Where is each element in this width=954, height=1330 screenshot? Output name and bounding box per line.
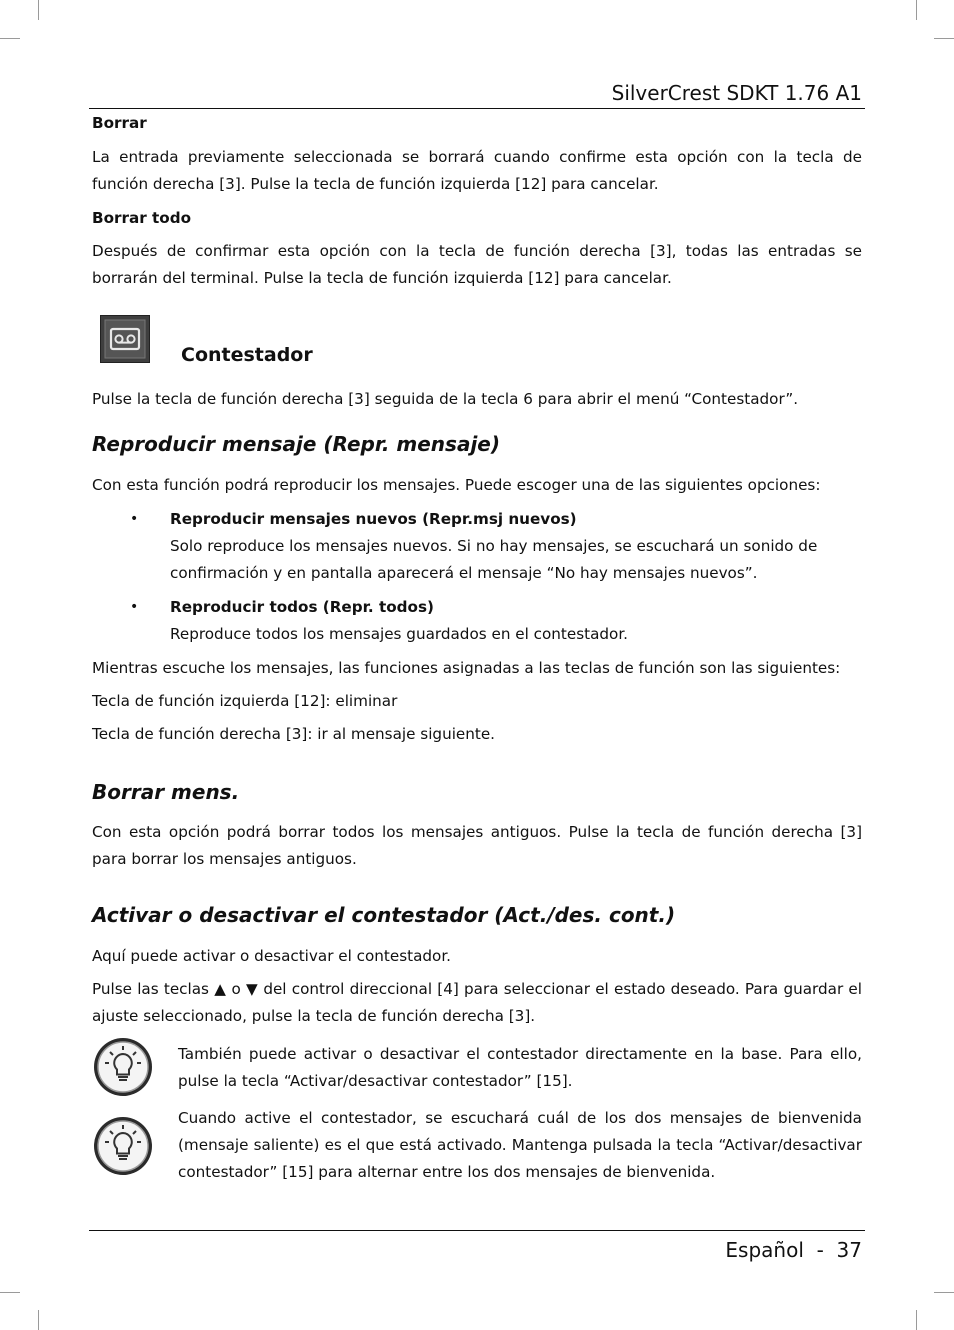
activar-paragraph: Pulse las teclas ▲ o ▼ del control direccional [4] para seleccionar el estado deseado. Para guardar el ajuste seleccionado, pulse la tecla de función derecha [3]. bbox=[92, 980, 862, 1025]
list-item-title: Reproducir todos (Repr. todos) bbox=[170, 598, 434, 616]
crop-mark bbox=[38, 0, 39, 20]
activar-heading: Activar o desactivar el contestador (Act./des. cont.) bbox=[92, 903, 676, 927]
crop-mark bbox=[38, 1310, 39, 1330]
list-item-body: Solo reproduce los mensajes nuevos. Si no hay mensajes, se escuchará un sonido de confirmación y en pantalla aparecerá el mensaje “No hay mensajes nuevos”. bbox=[170, 537, 818, 582]
contestador-heading: Contestador bbox=[181, 344, 313, 366]
crop-mark bbox=[0, 1292, 20, 1293]
borrar-mens-heading: Borrar mens. bbox=[92, 780, 240, 804]
lightbulb-icon bbox=[92, 1115, 154, 1177]
reproducir-heading: Reproducir mensaje (Repr. mensaje) bbox=[92, 432, 501, 456]
crop-mark bbox=[934, 1292, 954, 1293]
document-header-title: SilverCrest SDKT 1.76 A1 bbox=[611, 81, 862, 105]
borrar-text: La entrada previamente seleccionada se borrará cuando confirme esta opción con la tecla de función derecha [3]. Pulse la tecla de función izquierda [12] para cancelar. bbox=[92, 148, 862, 193]
crop-mark bbox=[934, 38, 954, 39]
reproducir-paragraph: Tecla de función izquierda [12]: eliminar bbox=[92, 692, 398, 710]
lightbulb-icon bbox=[92, 1036, 154, 1098]
reproducir-intro: Con esta función podrá reproducir los mensajes. Puede escoger una de las siguientes opciones: bbox=[92, 476, 821, 494]
borrar-mens-text: Con esta opción podrá borrar todos los mensajes antiguos. Pulse la tecla de función derecha [3] para borrar los mensajes antiguos. bbox=[92, 823, 862, 868]
borrar-todo-text: Después de confirmar esta opción con la tecla de función derecha [3], todas las entradas se borrarán del terminal. Pulse la tecla de función izquierda [12] para cancelar. bbox=[92, 242, 862, 287]
activar-paragraph: Aquí puede activar o desactivar el contestador. bbox=[92, 947, 452, 965]
list-item-body: Reproduce todos los mensajes guardados en el contestador. bbox=[170, 625, 629, 643]
note-text: Cuando active el contestador, se escuchará cuál de los dos mensajes de bienvenida (mensaje saliente) es el que está activado. Mantenga pulsada la tecla “Activar/desactivar contestador” [15] para alternar entre los dos mensajes de bienvenida. bbox=[178, 1109, 862, 1181]
list-item-title: Reproducir mensajes nuevos (Repr.msj nuevos) bbox=[170, 510, 577, 528]
header-rule bbox=[89, 108, 865, 109]
reproducir-paragraph: Tecla de función derecha [3]: ir al mensaje siguiente. bbox=[92, 725, 496, 743]
reproducir-paragraph: Mientras escuche los mensajes, las funciones asignadas a las teclas de función son las siguientes: bbox=[92, 659, 841, 677]
footer-rule bbox=[89, 1230, 865, 1231]
crop-mark bbox=[916, 1310, 917, 1330]
crop-mark bbox=[916, 0, 917, 20]
down-arrow-icon: ▼ bbox=[246, 980, 259, 998]
up-arrow-icon: ▲ bbox=[214, 980, 227, 998]
bullet-icon: • bbox=[130, 511, 139, 527]
bullet-icon: • bbox=[130, 599, 139, 615]
page-footer: Español - 37 bbox=[725, 1238, 862, 1262]
borrar-todo-heading: Borrar todo bbox=[92, 209, 192, 227]
borrar-heading: Borrar bbox=[92, 114, 147, 132]
crop-mark bbox=[0, 38, 20, 39]
voicemail-icon bbox=[100, 315, 150, 363]
contestador-text: Pulse la tecla de función derecha [3] seguida de la tecla 6 para abrir el menú “Contestador”. bbox=[92, 390, 799, 408]
note-text: También puede activar o desactivar el contestador directamente en la base. Para ello, pulse la tecla “Activar/desactivar contestador” [15]. bbox=[178, 1045, 862, 1090]
